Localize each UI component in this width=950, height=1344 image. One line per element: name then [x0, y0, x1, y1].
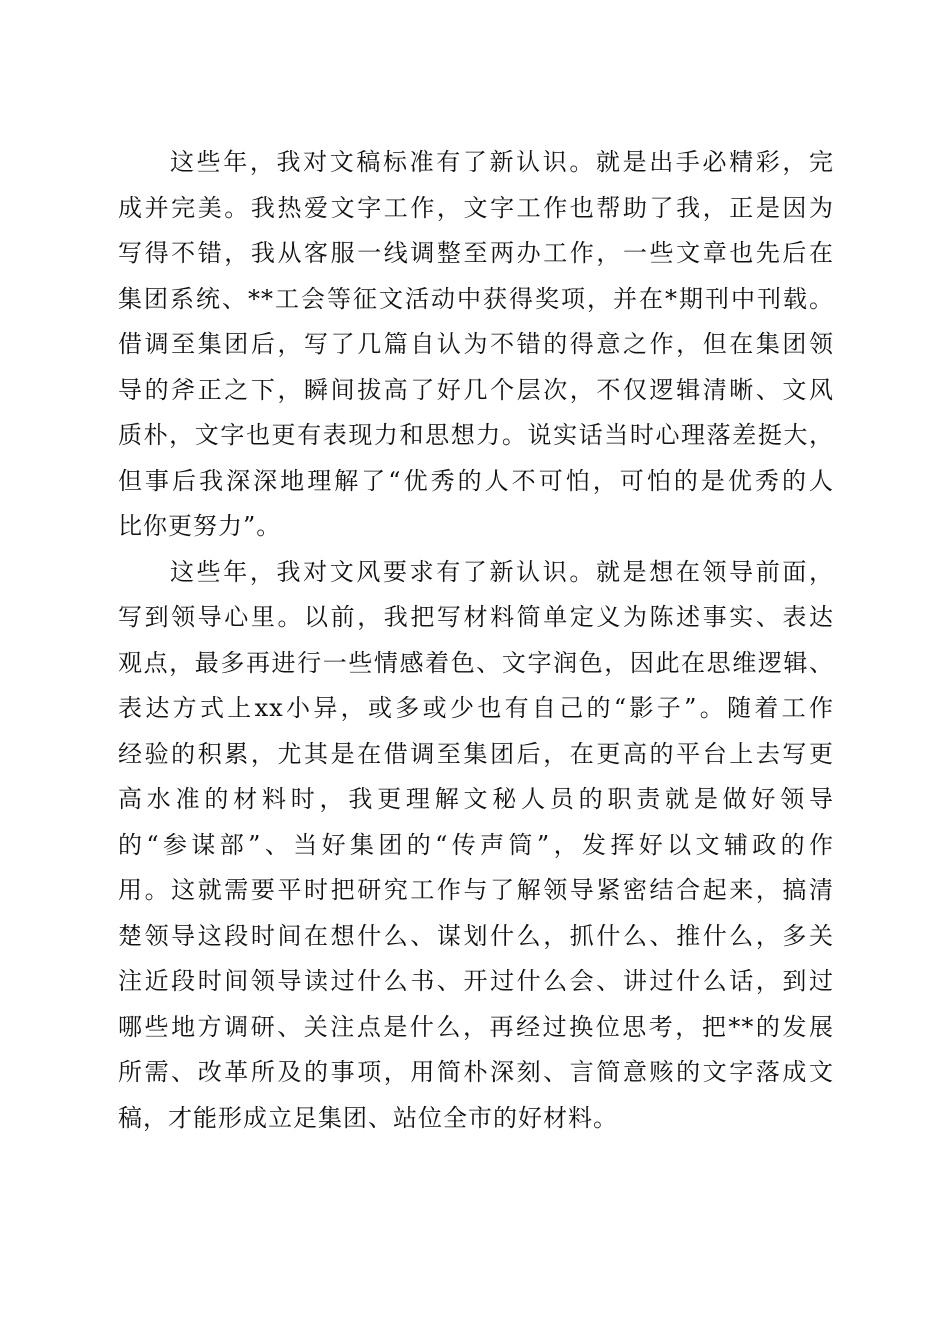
text-line: 稿，才能形成立足集团、站位全市的好材料。 — [118, 1103, 618, 1132]
text-line: 高水准的材料时，我更理解文秘人员的职责就是做好领导 — [118, 785, 834, 813]
text-line: 经验的积累，尤其是在借调至集团后，在更高的平台上去写更 — [118, 739, 834, 768]
text-line: 这些年，我对文稿标准有了新认识。就是出手必精彩，完 — [170, 148, 834, 176]
text-line: 成并完美。我热爱文字工作，文字工作也帮助了我，正是因为 — [118, 193, 834, 222]
text-line: 表达方式上xx小异，或多或少也有自己的“影子”。随着工作 — [118, 694, 834, 722]
text-line: 观点，最多再进行一些情感着色、文字润色，因此在思维逻辑、 — [118, 648, 834, 677]
text-line: 借调至集团后，写了几篇自认为不错的得意之作，但在集团领 — [118, 330, 834, 358]
text-line: 注近段时间领导读过什么书、开过什么会、讲过什么话，到过 — [118, 967, 834, 995]
text-line: 楚领导这段时间在想什么、谋划什么，抓什么、推什么，多关 — [118, 921, 834, 950]
document-body — [118, 140, 834, 1141]
paragraph-2 — [118, 550, 834, 1142]
text-line: 写得不错，我从客服一线调整至两办工作，一些文章也先后在 — [118, 239, 834, 267]
text-line: 比你更努力”。 — [118, 512, 282, 540]
text-line: 但事后我深深地理解了“优秀的人不可怕，可怕的是优秀的人 — [118, 466, 834, 495]
text-line: 集团系统、**工会等征文活动中获得奖项，并在*期刊中刊载。 — [118, 284, 834, 313]
text-line: 这些年，我对文风要求有了新认识。就是想在领导前面， — [170, 557, 834, 586]
text-line: 质朴，文字也更有表现力和思想力。说实话当时心理落差挺大， — [118, 421, 834, 449]
text-line: 用。这就需要平时把研究工作与了解领导紧密结合起来，搞清 — [118, 876, 834, 904]
paragraph-1 — [118, 140, 834, 550]
text-line: 所需、改革所及的事项，用简朴深刻、言简意赅的文字落成文 — [118, 1058, 834, 1086]
text-line: 的“参谋部”、当好集团的“传声筒”，发挥好以文辅政的作 — [118, 830, 834, 859]
text-line: 哪些地方调研、关注点是什么，再经过换位思考，把**的发展 — [118, 1012, 834, 1041]
text-line: 写到领导心里。以前，我把写材料简单定义为陈述事实、表达 — [118, 603, 834, 631]
text-line: 导的斧正之下，瞬间拔高了好几个层次，不仅逻辑清晰、文风 — [118, 375, 834, 404]
